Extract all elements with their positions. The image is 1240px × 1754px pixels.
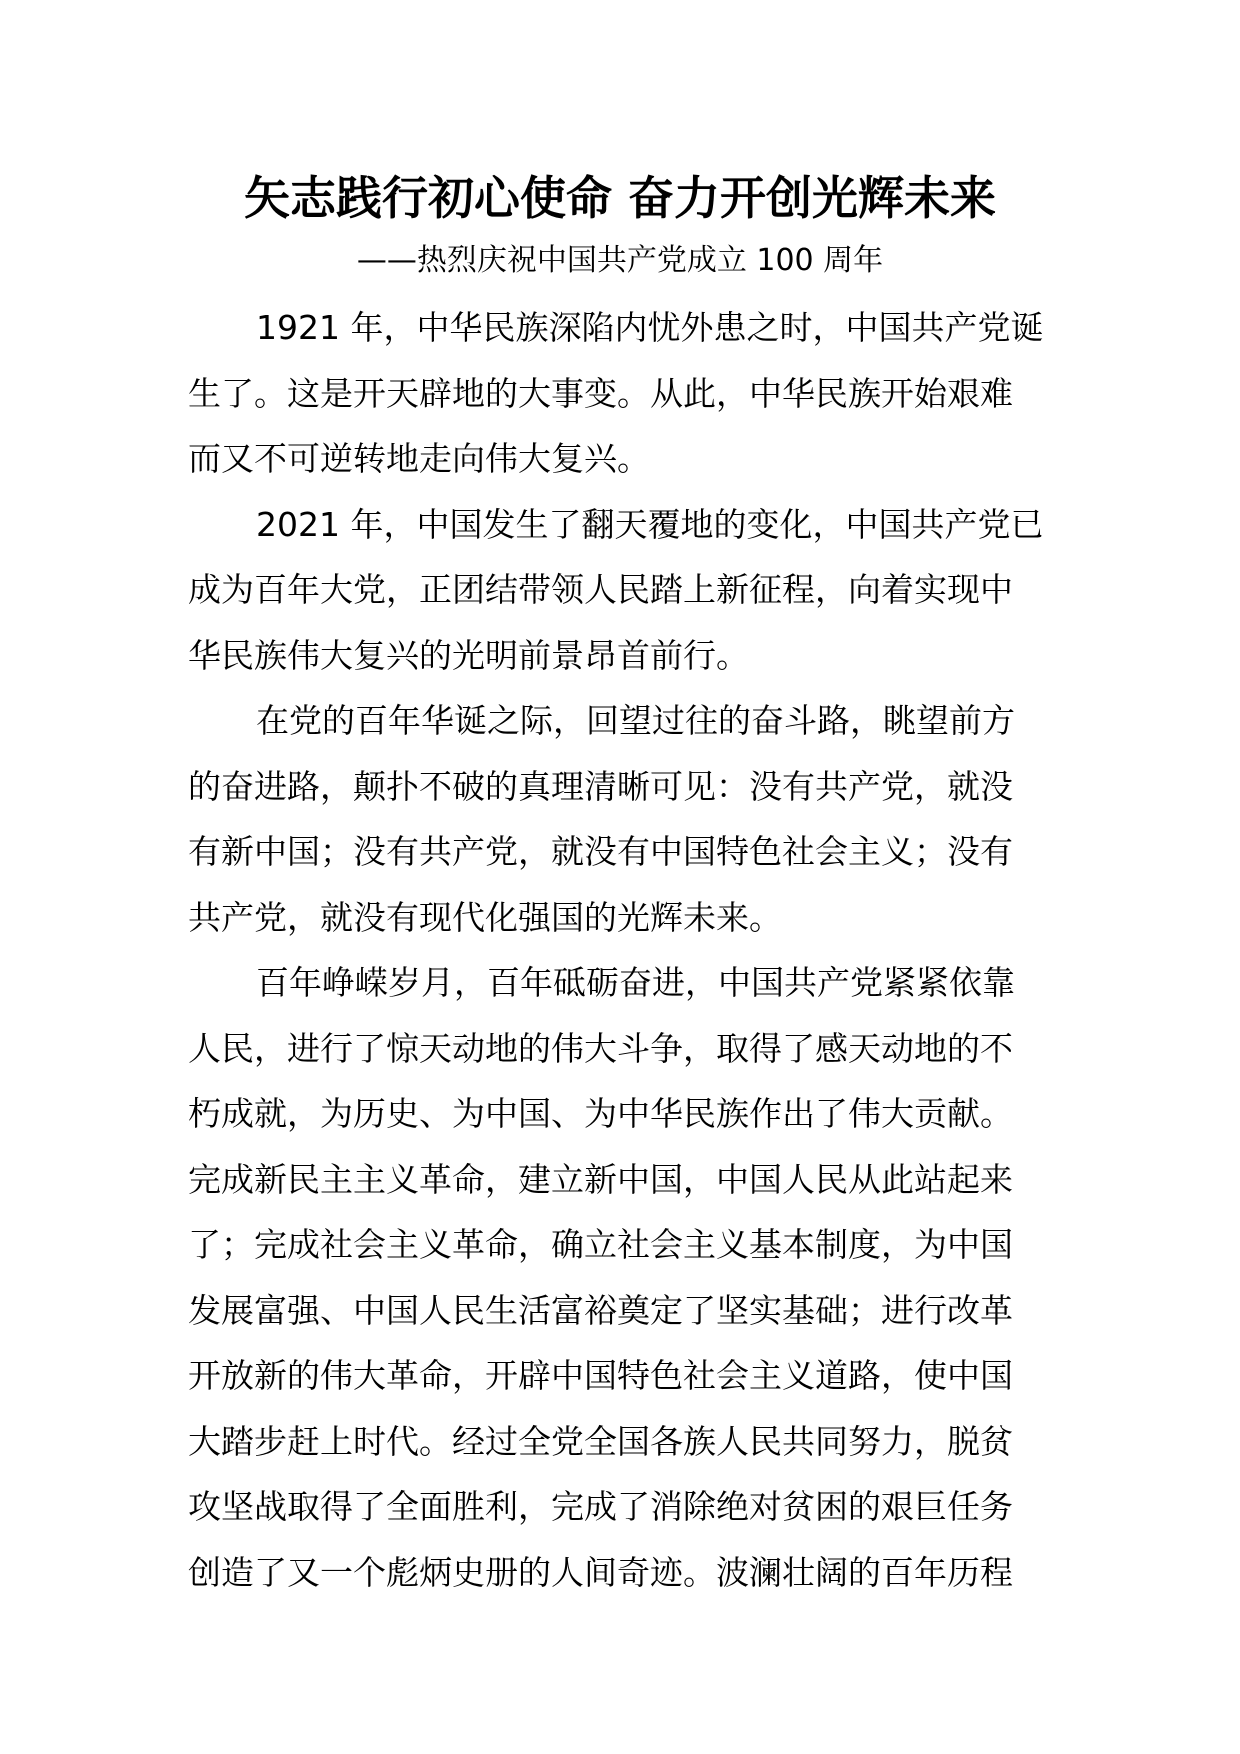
body-line: 创造了又一个彪炳史册的人间奇迹。波澜壮阔的百年历程 — [188, 1553, 1013, 1592]
body-line: 完成新民主主义革命，建立新中国，中国人民从此站起来 — [188, 1160, 1013, 1199]
document-title: 矢志践行初心使命 奋力开创光辉未来 — [243, 171, 996, 225]
body-line: 的奋进路，颠扑不破的真理清晰可见：没有共产党，就没 — [188, 767, 1013, 806]
body-line: 而又不可逆转地走向伟大复兴。 — [188, 439, 650, 478]
body-line: 人民，进行了惊天动地的伟大斗争，取得了感天动地的不 — [188, 1029, 1013, 1068]
body-line: 1921 年，中华民族深陷内忧外患之时，中国共产党诞 — [256, 308, 1044, 347]
body-line: 生了。这是开天辟地的大事变。从此，中华民族开始艰难 — [188, 374, 1013, 413]
body-line: 大踏步赶上时代。经过全党全国各族人民共同努力，脱贫 — [188, 1422, 1013, 1461]
body-line: 2021 年，中国发生了翻天覆地的变化，中国共产党已 — [256, 505, 1044, 544]
document-subtitle: ——热烈庆祝中国共产党成立 100 周年 — [356, 243, 884, 278]
body-line: 攻坚战取得了全面胜利，完成了消除绝对贫困的艰巨任务 — [188, 1487, 1013, 1526]
body-line: 发展富强、中国人民生活富裕奠定了坚实基础；进行改革 — [188, 1291, 1013, 1330]
body-line: 朽成就，为历史、为中国、为中华民族作出了伟大贡献。 — [188, 1094, 1013, 1133]
body-line: 开放新的伟大革命，开辟中国特色社会主义道路，使中国 — [188, 1356, 1013, 1395]
body-line: 华民族伟大复兴的光明前景昂首前行。 — [188, 636, 749, 675]
body-line: 百年峥嵘岁月，百年砥砺奋进，中国共产党紧紧依靠 — [256, 963, 1015, 1002]
body-line: 共产党，就没有现代化强国的光辉未来。 — [188, 898, 782, 937]
body-line: 成为百年大党，正团结带领人民踏上新征程，向着实现中 — [188, 570, 1013, 609]
body-line: 了；完成社会主义革命，确立社会主义基本制度，为中国 — [188, 1225, 1013, 1264]
body-line: 有新中国；没有共产党，就没有中国特色社会主义；没有 — [188, 832, 1013, 871]
body-line: 在党的百年华诞之际，回望过往的奋斗路，眺望前方 — [256, 701, 1015, 740]
